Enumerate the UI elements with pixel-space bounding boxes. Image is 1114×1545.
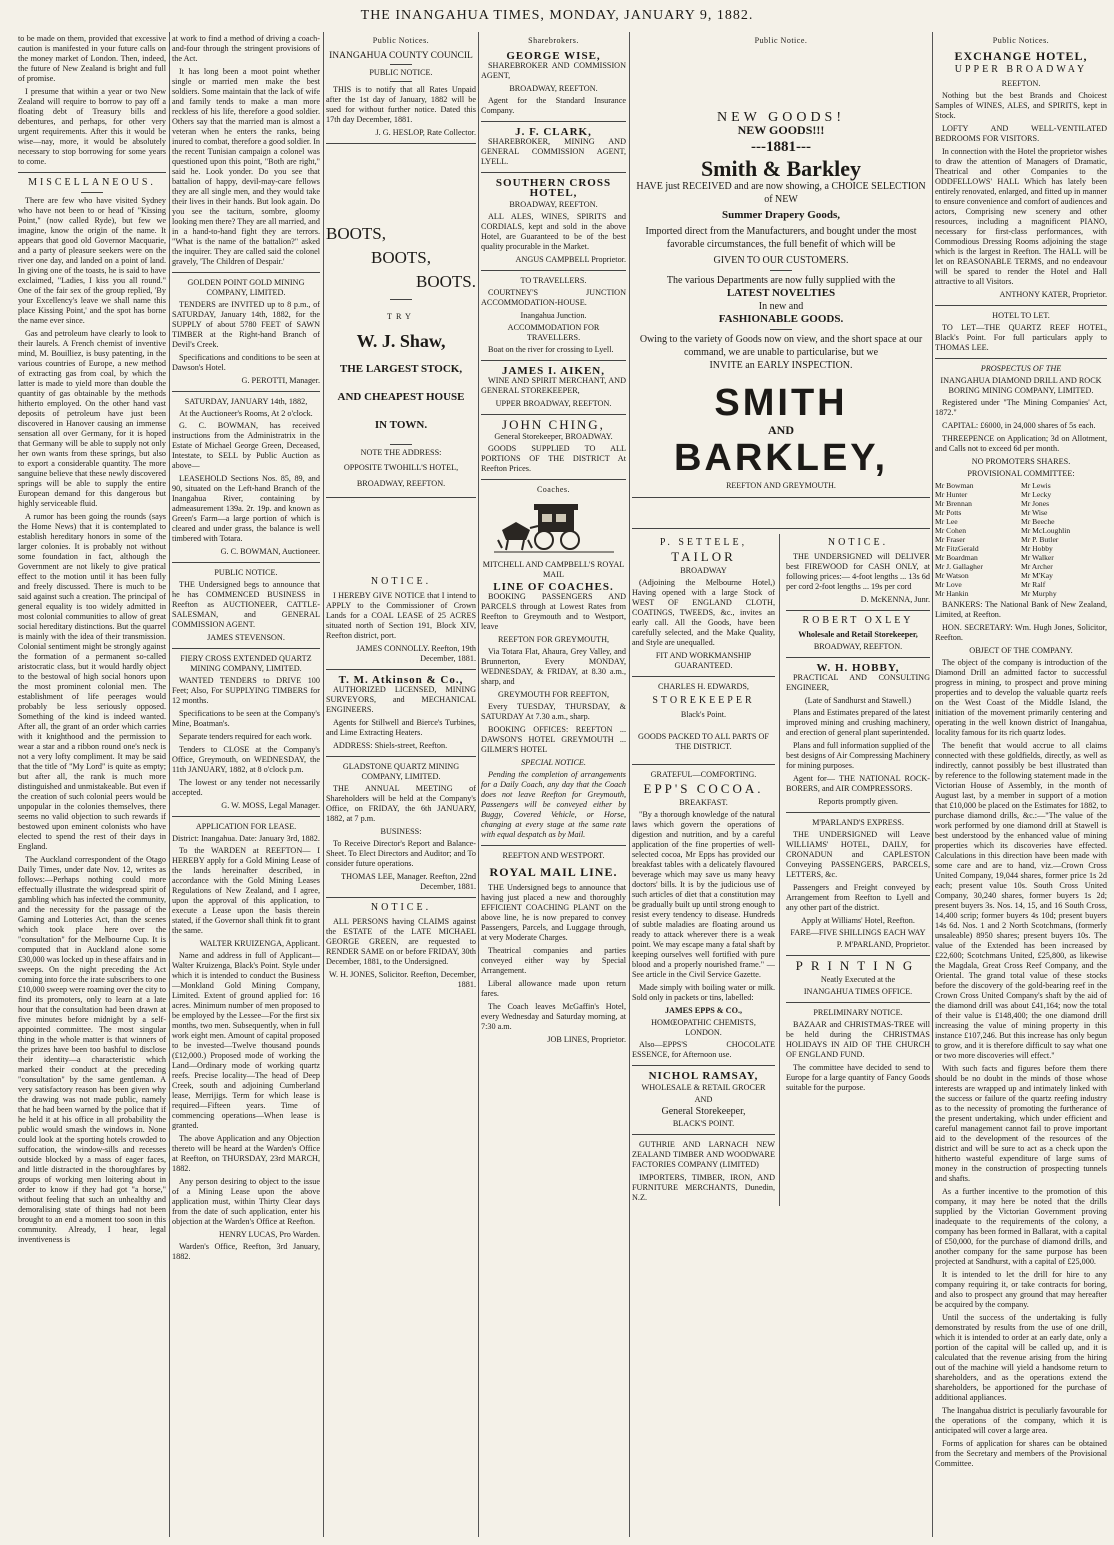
ad-text: Until the success of the undertaking is fully demonstrated by results from the use of one drill, which it is intended to order at an early date, only a portion of the capital will be called up, and it is calculated that the revenue arising from the hiring out of the machine will yield a handsome return to shareholders, and as the operations extend the shareholders, be apportioned for the purchase of additional appliances. [935,1313,1107,1402]
ad-text: HOMŒOPATHIC CHEMISTS, LONDON. [651,1018,756,1037]
ad-text: IMPORTERS, TIMBER, IRON, AND FURNITURE MERCHANTS, Dunedin, N.Z. [632,1173,775,1202]
ad-text: TO LET—THE QUARTZ REEF HOTEL, Black's Point. For full particulars apply to THOMAS LEE. [935,323,1107,352]
ad-text: Plans and full information supplied of the best designs of Air Compressing Machinery for mining purposes. [786,741,930,770]
masthead: THE INANGAHUA TIMES, MONDAY, JANUARY 9, 1882. [360,8,754,23]
ad-heading: NEW GOODS!!! [737,123,825,137]
ad-signature: G. PEROTTI, Manager. [241,376,320,385]
ad-text: Inangahua Junction. [520,311,587,320]
divider [770,270,792,271]
divider [390,64,412,65]
ad-text: Separate tenders required for each work. [179,732,312,741]
ad-heading: TO TRAVELLERS. [520,276,587,285]
committee-member: Mr Bowman [935,481,974,490]
divider [786,1002,930,1003]
column-rule [478,32,479,1537]
ad-text: REEFTON FOR GREYMOUTH, [497,635,610,644]
shaw-name: W. J. Shaw, [356,331,446,351]
divider [326,497,476,498]
ad-text: BOOKING PASSENGERS AND PARCELS through at Lowest Rates from Reefton to Greymouth and to Westport, leave [481,592,626,631]
paragraph: I presume that within a year or two New Zealand will require to borrow to pay off a floating debt of Treasury bills and debentures, and perhaps, for other very urgent requirements. After this it would be wise—nay, more, it would be absolutely necessary to stop borrowing for some years to come. [18,87,166,166]
ad-text: INVITE an EARLY INSPECTION. [709,360,853,371]
ad-text: The Coach leaves McGaffin's Hotel, every Wednesday and Saturday morning, at 7:30 a.m. [481,1002,626,1031]
column-rule [169,32,170,1537]
committee-member: Mr Hobby [1021,544,1053,553]
divider [770,329,792,330]
ad-text: GRATEFUL—COMFORTING. [650,770,757,779]
column-rule [323,32,324,1537]
section-label: Public Notice. [754,36,808,45]
committee-member: Mr Potts [935,508,962,517]
ad-heading: P. SETTELE, [659,537,748,548]
coach-illustration [494,500,614,556]
ad-heading: EPP'S COCOA. [643,781,764,796]
ad-text: SHAREBROKER, MINING AND GENERAL COMMISSION AGENT, LYELL. [481,137,626,166]
ad-signature: JOB LINES, Proprietor. [547,1035,626,1044]
ad-text: Specifications and conditions to be seen at Dawson's Hotel. [172,353,320,372]
ad-text: BUSINESS: [380,827,422,836]
ad-heading: PRELIMINARY NOTICE. [813,1008,903,1017]
ad-text: WANTED TENDERS to DRIVE 100 Feet; Also, For SUPPLYING TIMBERS for 12 months. [172,676,320,705]
ad-text: HAVE just RECEIVED and are now showing, a CHOICE SELECTION of NEW [636,181,926,205]
divider [326,897,476,898]
paragraph: There are few who have visited Sydney who have not been to or head of "Kissing Point," (now called Ryde), but few we imagine, know the origin of the name. It appears that good old Governor Macquarie, and a party of pleasure seekers were on the river one day, and landed on a point of land. In giving one of the toasts, he is said to have exclaimed, "Ladies, I kiss you all round." One of the fair sex of the group replied, 'By your Excellency's leave we shall name this place Kissing Point,' and the spot has borne the name ever since. [18,196,166,325]
ad-text: "By a thorough knowledge of the natural laws which govern the operations of digestion and nutrition, and by a careful application of the fine properties of well-selected cocoa, Mr Epps has provided our breakfast tables with a delicately flavoured beverage which may save us many heavy doctors' bills. It is by the judicious use of such articles of diet that a constitution may be gradually built up until strong enough to resist every tendency to disease. Hundreds of subtle maladies are floating around us ready to attack wherever there is a weak point. We may escape many a fatal shaft by keeping ourselves well fortified with pure blood and a properly nourished frame." — See article in the Civil Service Gazette. [632,810,775,979]
ad-text: With such facts and figures before them there should be no doubt in the minds of those whose interests are wrapped up and intimately linked with the success or failure of the quartz reefing industry as to the necessity of promoting the furtherance of the present undertaking, which under efficient and careful management cannot fail to prove important aid to the development of the resources of the district and will be sure to act as a check upon the hitherto wasteful expenditure of large sums of money in the construction of prospecting tunnels and shafts. [935,1064,1107,1183]
ad-text: Any person desiring to object to the issue of a Mining Lease upon the above application must, within Thirty Clear days from the date of such application, enter his objection at the Warden's Office at Reefton. [172,1177,320,1226]
ad-text: BROADWAY, REEFTON. [509,200,598,209]
committee-member: Mr Lewis [1021,481,1051,490]
ad-signature: ANTHONY KATER, Proprietor. [999,290,1107,299]
ad-heading: GEORGE WISE, [506,50,601,62]
ad-text: Made simply with boiling water or milk. Sold only in packets or tins, labelled: [632,983,775,1002]
ad-text: Passengers and Freight conveyed by Arrangement from Reefton to Lyell and any other part of the district. [786,883,930,912]
committee-member: Mr Boardman [935,553,978,562]
ad-text: Black's Point. [680,710,727,719]
ad-signature: G. W. MOSS, Legal Manager. [221,801,320,810]
divider [632,1065,775,1066]
column-rule [629,32,630,1537]
committee-member: Mr Wise [1021,508,1048,517]
ad-text: ALL ALES, WINES, SPIRITS and CORDIALS, kept and sold in the above Hotel, are Guaranteed to be of the best quality procurable in the Market. [481,212,626,251]
divider [786,812,930,813]
ad-text: Via Totara Flat, Ahaura, Grey Valley, and Brunnerton, Every MONDAY, WEDNESDAY, & FRIDAY, at 8.30 a.m., sharp, and [481,647,626,686]
ad-text: Agents for Stillwell and Bierce's Turbines, and Lime Extracting Heaters. [326,718,476,737]
committee-member: Mr Hunter [935,490,968,499]
divider [326,669,476,670]
divider [172,816,320,817]
ad-signature: W. H. JONES, Solicitor. Reefton, December, 1881. [329,970,476,989]
ad-text: BOOKING OFFICES: REEFTON ... DAWSON'S HOTEL GREYMOUTH ... GILMER'S HOTEL [481,725,626,754]
committee-member: Mr McLoughlin [1021,526,1071,535]
ad-heading: FIERY CROSS EXTENDED QUARTZ MINING COMPANY, LIMITED. [180,654,312,673]
ad-signature: JAMES CONNOLLY. Reefton, 19th December, 1881. [356,644,476,663]
ad-signature: HENRY LUCAS, Pro Warden. [219,1230,320,1239]
ad-text: The various Departments are now fully supplied with the [666,275,896,286]
divider [481,121,626,122]
ad-text: To Receive Director's Report and Balance-Sheet. To Elect Directors and Auditor; and To consider future operations. [326,839,476,868]
divider [632,497,930,498]
ad-text: UPPER BROADWAY [954,64,1088,75]
committee-member: Mr Brennan [935,499,972,508]
ad-subheading: SPECIAL NOTICE. [521,758,586,767]
ad-text: BROADWAY [680,566,727,575]
ad-heading: SOUTHERN CROSS HOTEL, [495,177,612,199]
ad-text: The Inangahua district is peculiarly favourable for the operations of the company, which it is anticipated will cover a large area. [935,1406,1107,1435]
ad-heading: FASHIONABLE GOODS. [718,313,844,325]
ad-text: Registered under "The Mining Companies' Act, 1872." [935,398,1107,417]
committee-member: Mr P. Butler [1021,535,1059,544]
divider [390,444,412,445]
ad-text: Boat on the river for crossing to Lyell. [488,345,614,354]
ad-text: The lowest or any tender not necessarily accepted. [172,778,320,797]
divider [481,360,626,361]
ad-text: The committee have decided to send to Europe for a large quantity of Fancy Goods suitable for the purpose. [786,1063,930,1092]
ad-text: Reports promptly given. [818,797,898,806]
committee-member: Mr Fraser [935,535,966,544]
column-notices-3 [326,34,476,1534]
ad-heading: J. F. CLARK, [515,126,592,138]
ad-text: BLACK'S POINT. [672,1119,735,1128]
ad-heading: ROBERT OXLEY [802,615,914,626]
divider [481,479,626,480]
committee-member: Mr Lee [935,517,958,526]
ad-text: PROVISIONAL COMMITTEE: [967,469,1075,478]
ad-text: As a further incentive to the promotion of this company, it may here be noted that the drills supplied by the Victorian Government proving inadequate to the requirements of the colony, a company has been formed in Ballarat, with a capital of £50,000, for the purchase of diamond drills, and another company for the same purpose has been projected at Sandhurst, with a capital of £25,000. [935,1187,1107,1266]
ad-text: WINE AND SPIRIT MERCHANT, AND GENERAL STOREKEEPER, [481,376,626,395]
paragraph: to be made on them, provided that excessive caution is manifested in your future calls on the money market of London. Then, indeed, the future of New Zealand is bright and full of promise. [18,34,166,83]
ad-text: Every TUESDAY, THURSDAY, & SATURDAY At 7.30 a.m., sharp. [481,702,626,721]
ad-text: ADDRESS: Shiels-street, Reefton. [333,741,448,750]
committee-member: Mr Jones [1021,499,1050,508]
ad-text: Liberal allowance made upon return fares. [481,979,626,998]
ad-signature: WALTER KRUIZENGA, Applicant. [199,939,320,948]
ad-text: In new and [758,301,804,312]
divider [390,299,412,300]
ad-signature: D. McKENNA, Junr. [860,595,930,604]
ad-text: COURTNEY'S JUNCTION ACCOMMODATION-HOUSE. [481,288,626,307]
ad-text: Specifications to be seen at the Company's Mine, Boatman's. [172,709,320,728]
ad-text: In connection with the Hotel the proprietor wishes to draw the attention of Managers of Dramatic, Theatrical and other Companies to the ODDFELLOWS' HALL Which has lately been entirely renovated, enlarged, and fitted up in manner to ensure convenience and comfort of audiences and actors, Comprising new scenery and other resources, including a magnificent PIANO, necessary for first-class performances, with Commodious Dressing Rooms adjoining the stage which is the largest in Reefton. The HALL will be let on REASONABLE TERMS, and no endeavour will be spared to render the Hotel and Hall attractive to all Visitors. [935,147,1107,286]
section-label: Public Notices. [372,36,430,45]
paragraph: at work to find a method of driving a coach-and-four through the stringent provisions of the Act. [172,34,320,63]
ad-text: TENDERS are INVITED up to 8 p.m., of SATURDAY, January 14th, 1882, for the SUPPLY of about 5780 FEET of SAWN TIMBER at the Right-hand Branch of Devil's Creek. [172,300,320,349]
ad-text: The object of the company is introduction of the Diamond Drill an admitted factor to successful progress in mining, to prospect and prove mining properties and to develop the valuable quartz reefs on the West Coast of the Middle Island, the initiation of the movement primarily centering and operating in the well known district of Inangahua, locality famous for its rich quartz lodes. [935,658,1107,737]
divider [632,676,775,677]
ad-subheading: OBJECT OF THE COMPANY. [969,646,1073,655]
ad-text: Pending the completion of arrangements for a Daily Coach, any day that the Coach does not leave Reefton for Greymouth, Passengers will be conveyed either by Buggy, Covered Vehicle, or Horse, changing at every stage at the same rate with equal despatch as by Mail. [481,770,626,839]
ad-text: SHAREBROKER AND COMMISSION AGENT, [481,61,626,80]
ad-text: CAPITAL: £6000, in 24,000 shares of 5s each. [942,421,1096,430]
ad-heading: ROYAL MAIL LINE. [489,865,618,879]
ad-heading: Summer Drapery Goods, [721,209,841,221]
ad-text: Name and address in full of Applicant—Walter Kruizenga, Black's Point. Style under which it is intended to conduct the Business—Monkland Gold Mining Company, Limited. Extent of ground applied for: 16 acres. Minimum number of men proposed to be employed by the Lessee—For the first six months, two men. Subsequently, when in full work eight men. Amount of capital proposed to be invested—Twelve thousand pounds (£12,000.) Proposed mode of working the Land—Ordinary mode of working quartz reefs. Precise locality—The head of Deep Creek, south and adjoining Cumberland lease, Merrijigs. Term for which lease is required—Fifteen years. Time of commencing operations—When lease is granted. [172,951,320,1130]
spacer [632,503,930,523]
ad-text: District: Inangahua. Date: January 3rd, 1882. [172,834,320,843]
ad-text: STOREKEEPER [652,695,755,706]
ad-signature: THOMAS LEE, Manager. Reefton, 22nd December, 1881. [341,872,476,891]
ad-text: REEFTON. [1001,79,1041,88]
ad-text: Warden's Office, Reefton, 3rd January, 1882. [172,1242,320,1261]
divider [172,391,320,392]
divider [326,756,476,757]
ad-heading: PUBLIC NOTICE. [214,568,278,577]
ad-text: (Adjoining the Melbourne Hotel,) Having opened with a large Stock of WEST OF ENGLAND CLOTH, COATINGS, TWEEDS, &c., invites an early call. All the Goods, have been carefully selected, and the Make Quality, and Style are unequalled. [632,578,775,647]
smith-heading: SMITH [714,382,848,424]
ad-text: Tenders to CLOSE at the Company's Office, Greymouth, on WEDNESDAY, the 11th JANUARY, 1882, at 8 o'clock p.m. [172,745,320,774]
ad-heading: PRINTING [795,958,921,973]
column-news-1 [18,34,166,1534]
ad-heading: ---1881--- [751,139,811,155]
ad-text: PRACTICAL AND CONSULTING ENGINEER, [786,673,930,692]
ad-text: OPPOSITE TWOHILL'S HOTEL, BROADWAY, REEFTON. [343,463,459,488]
ad-heading: INANGAHUA COUNTY COUNCIL [329,51,473,61]
ad-text: Agent for— THE NATIONAL ROCK-BORERS, and AIR COMPRESSORS. [786,774,930,793]
ad-heading: NOTICE. [827,537,889,548]
ad-heading: MITCHELL AND CAMPBELL'S ROYAL MAIL [482,560,625,579]
ad-text: LOFTY AND WELL-VENTILATED BEDROOMS FOR VISITORS. [935,124,1107,143]
ad-heading: INANGAHUA DIAMOND DRILL AND ROCK BORING MINING COMPANY, LIMITED. [940,376,1102,395]
ad-text: (Late of Sandhurst and Stawell.) [804,696,912,705]
ad-subcolumn-right [786,534,930,1206]
ad-text: BAZAAR and CHRISTMAS-TREE will be held during the CHRISTMAS HOLIDAYS IN AID OF THE CHURCH OF ENGLAND FUND. [786,1020,930,1059]
committee-member: Mr Ralf [1021,580,1046,589]
ad-subheading: BREAKFAST. [679,798,728,807]
ad-text: BROADWAY, REEFTON. [813,642,903,651]
committee-member: Mr Beeche [1021,517,1055,526]
divider [935,358,1107,359]
ad-text: To the WARDEN at REEFTON— I HEREBY apply for a Gold Mining Lease of the lands hereinafter described, in accordance with the Gold Mining Leases Regulations of New Zealand, and I agree, upon the approval of this application, to execute a Lease upon the basis therein stated, if the Governor shall think fit to grant the same. [172,846,320,935]
ad-text: G. C. BOWMAN, has received instructions from the Administratrix in the Estate of Michael George Green, Deceased, Intestate, to SELL by Public Auction as above— [172,421,320,470]
ad-subcolumn-left [632,534,780,1206]
divider [632,1134,775,1135]
ad-heading: W. H. HOBBY, [816,662,900,674]
committee-member: Mr M'Kay [1021,571,1053,580]
ad-heading: GOLDEN POINT GOLD MINING COMPANY, LIMITED. [187,278,305,297]
committee-member: Mr J. Gallagher [935,562,983,571]
divider [481,172,626,173]
boots-heading: BOOTS, [371,248,431,267]
ad-text: BROADWAY, REEFTON. [509,84,598,93]
ad-text: TRY [387,312,415,321]
ad-subheading: PUBLIC NOTICE. [369,68,433,77]
divider [481,414,626,415]
ad-text: REEFTON AND GREYMOUTH. [726,481,836,490]
ad-text: GOODS SUPPLIED TO ALL PORTIONS OF THE DISTRICT At Reefton Prices. [481,444,626,473]
ad-text: WHOLESALE & RETAIL GROCER [641,1083,766,1092]
divider [326,143,476,144]
ad-text: NO PROMOTERS SHARES. [971,457,1071,466]
ad-heading: NEW GOODS! [716,110,845,125]
ad-signature: P. M'PARLAND, Proprietor. [836,940,930,949]
ad-text: General Storekeeper, [661,1106,746,1117]
ad-text: FIT AND WORKMANSHIP GUARANTEED. [655,651,752,670]
committee-member: Mr Walker [1021,553,1054,562]
ad-heading: IN TOWN. [374,419,428,431]
ad-heading: JAMES I. AIKEN, [501,365,606,377]
column-public-notice-5 [632,34,930,1534]
ad-text: THREEPENCE on Application; 3d on Allotment, and Calls not to exceed 6d per month. [935,434,1107,453]
ad-heading: T. M. Atkinson & Co., [338,674,464,686]
ad-text: Theatrical companies and parties conveyed either way by Special Arrangement. [481,946,626,975]
committee-member: Mr Archer [1021,562,1053,571]
committee-member: Mr Murphy [1021,589,1057,598]
smith-barkley-heading: Smith & Barkley [700,156,862,181]
committee-member: Mr Cohen [935,526,967,535]
ad-text: It is intended to let the drill for hire to any company requiring it, or take contracts for boring, and also to prospect any ground that may hereafter be acquired by the company. [935,1270,1107,1309]
divider [632,528,930,529]
ad-heading: HOTEL TO LET. [992,311,1050,320]
divider [786,657,930,658]
committee-member: Mr Watson [935,571,969,580]
spacer [632,51,930,111]
ad-text: Apply at Williams' Hotel, Reefton. [801,916,915,925]
ad-text: Owing to the variety of Goods now on view, and the short space at our command, we are unable to particularise, but we [639,334,923,358]
ad-heading: THE LARGEST STOCK, [339,363,463,375]
ad-text: NOTE THE ADDRESS: [360,448,442,457]
ad-text: GUTHRIE AND LARNACH NEW ZEALAND TIMBER AND WOODWARE FACTORIES COMPANY (LIMITED) [632,1140,775,1169]
divider [18,172,166,173]
ad-heading: PROSPECTUS OF THE [980,364,1062,373]
ad-text: UPPER BROADWAY, REEFTON. [495,399,612,408]
ad-heading: LATEST NOVELTIES [726,287,836,299]
section-label: Sharebrokers. [528,36,579,45]
ad-text: FARE—FIVE SHILLINGS EACH WAY [790,928,926,937]
ad-text: Also—EPPS'S CHOCOLATE ESSENCE, for Afternoon use. [632,1040,775,1059]
ad-text: GREYMOUTH FOR REEFTON, [497,690,610,699]
ad-text: I HEREBY GIVE NOTICE that I intend to APPLY to the Commissioner of Crown Lands for a COAL LEASE of 25 ACRES situated north of Section 191, Block XIV, Reefton district, port. [326,591,476,640]
spacer [326,503,476,573]
divider [172,562,320,563]
ad-text: Plans and Estimates prepared of the latest improved mining and crushing machinery, and erection of general plant superintended. [786,708,930,737]
ad-heading: JOHN CHING, [502,417,605,432]
ad-text: Imported direct from the Manufacturers, and bought under the most favorable circumstances, the full benefit of which will be [645,226,917,250]
ad-heading: NOTICE. [370,902,432,913]
ad-text: BANKERS: The National Bank of New Zealand, Limited, at Reefton. [935,600,1107,619]
ad-text: ALL PERSONS having CLAIMS against the ESTATE of the LATE MICHAEL GEORGE GREEN, are requested to RENDER SAME on or before FRIDAY, 30th December, 1881, to the Undersigned. [326,917,476,966]
ad-heading: TAILOR [671,549,736,564]
ad-text: THE ANNUAL MEETING of Shareholders will be held at the Company's Office, on FRIDAY, the 6th JANUARY, 1882, at 7 p.m. [326,784,476,823]
ad-text: GOODS PACKED TO ALL PARTS OF THE DISTRICT. [638,732,769,751]
divider [786,955,930,956]
ad-text: ACCOMMODATION FOR TRAVELLERS. [507,323,600,342]
divider [935,305,1107,306]
divider [481,270,626,271]
ad-text: The benefit that would accrue to all claims connected with these goldfields, directly, as well as indirectly, cannot possibly be best illustrated than by reference to the following statement made in the Victorian House of Assembly, in the month of August last, by a member in support of a motion that £10,000 be placed on the Estimates for 1882, to purchase diamond drills, &c.:—"The value of the work performed by one diamond drill at Stawell is best understood by the enhanced value of mining properties which its discoveries have effected. Calculations in this direction have been made with some care and are to hand, viz.—Crown Cross United Company, 19,044 shares, former price 1s 2d each; present value 10s. South Cross United Company, 30,240 shares, former buyers 1s 2d; present buyers 3s. Nos. 14, 15, and 16 South Cross, 14,400 scrip; former buyers 4s 10d; present buyers 14s 6d. Nos. 1 and 2 North Scotchmans, (formerly unsaleable) 8950 shares; present buyers 10s. The value of the Extended has been increased by £22,600; Scotchmans United, £25,800, as likewise the Magdala, Great Cross Reef Company, and the Oriental. The grand total value of these stocks before the discovery of the gold-bearing reef in the Crown Cross United Company's shaft by the aid of the diamond drill was about £41,164; now the total of their value is £148,400; the one diamond drill increasing the value of mining property in this instance £107,246. But this increase has only begun to grow, and it is therefore difficult to say what one or two more discoveries will effect." [935,741,1107,1060]
paragraph: Gas and petroleum have clearly to look to their laurels. A French chemist of inventive mind, M. Bouilliez, is busy patenting, in the various countries of Europe, a new method of extracting gas from coal, by which the latter is made to yield more than double the quantity of gas obtainable by the methods hitherto employed. On the other hand vast deposits of petroleum have just been discovered in Hanover causing an immense sensation all over Germany, for it is hoped that Germany will be able to supply not only her own wants from these springs, but also to export a considerable quantity. The more sanguine believe that these newly discovered springs will be able to supply the entire European demand for this dangerous but highly serviceable fluid. [18,329,166,508]
ad-heading: NOTICE. [370,576,432,587]
column-notices-6 [935,34,1107,1534]
ad-text: THIS is to notify that all Rates Unpaid after the 1st day of January, 1882 will be sued for without further notice. Dated this 17th day December, 1881. [326,85,476,124]
divider [786,610,930,611]
ad-heading: LINE OF COACHES. [493,581,614,593]
ad-heading: NICHOL RAMSAY, [648,1070,759,1082]
ad-heading: EXCHANGE HOTEL, [954,49,1088,63]
ad-signature: J. G. HESLOP, Rate Collector. [375,128,476,137]
ad-text: INANGAHUA TIMES OFFICE. [803,987,913,996]
committee-member: Mr Lecky [1021,490,1052,499]
ad-heading: M'PARLAND'S EXPRESS. [812,818,904,827]
section-label: Coaches. [536,485,571,494]
paragraph: A rumor has been going the rounds (says the Home News) that it is contemplated to establish hereditary honors in some of the larger colonies. It is probably not without some foundation in fact, although the Government are not likely to give pratical effect to the motion until it has been fully and freely discussed. There is much to be said against such a creation. The principal of general equality is too widely admitted in most colonial communities to allow of great social hereditary distinctions. But the quarrel is mainly with the idea of their transmission. Colonial sentiment might be strongly against the formation of a permanent so-called aristocratic class, but it would hardly object to the bestowal of high social honors upon the most prominent colonial men. The establishment of life peerages would probably be less seriously opposed. Something of the kind is indeed wanted. After all, the grant of an order which carries with it knighthood and the permission to wear a star and a ribbon round one's neck is not a very lofty compliment. It may be said that the title of "My Lord" is quite as empty; but after all, the rank is much more distinguished and unmistakeable. But even if the creation of such colonial peers would be unpopular in the colonies themselves, there seems no valid objection to such rewards if bestowed upon eminent colonists who have elected to spend the rest of their days in England. [18,512,166,851]
ad-text: Nothing but the best Brands and Choicest Samples of WINES, ALES, and SPIRITS, kept in Stock. [935,91,1107,120]
barkley-heading: BARKLEY, [673,437,889,479]
spacer [326,149,476,229]
ad-signature: G. C. BOWMAN, Auctioneer. [220,547,320,556]
section-heading: MISCELLANEOUS. [28,177,156,188]
divider [81,192,103,193]
column-news-2 [172,34,320,1534]
ad-text: THE UNDERSIGNED will DELIVER best FIREWOOD for CASH ONLY, at following prices:— 4-foot lengths ... 13s 6d per cord 2-foot lengths ... 19s per cord [786,552,930,591]
ad-text: JAMES EPPS & CO., [664,1006,743,1015]
ad-text: AND [694,1095,713,1104]
ad-text: HON. SECRETARY: Wm. Hugh Jones, Solicitor, Reefton. [935,623,1107,642]
divider [481,845,626,846]
divider [632,764,775,765]
ad-text: AND [768,423,794,437]
committee-member: Mr FitzGerald [935,544,979,553]
ad-heading: REEFTON AND WESTPORT. [502,851,605,860]
ad-text: At the Auctioneer's Rooms, At 2 o'clock. [179,409,313,418]
ad-text: Neatly Executed at the [820,975,896,984]
ad-heading: AND CHEAPEST HOUSE [337,391,465,403]
ad-signature: ANGUS CAMPBELL Proprietor. [515,255,626,264]
committee-member: Mr Love [935,580,962,589]
ad-text: THE UNDERSIGNED will Leave WILLIAMS' HOTEL, DAILY, for CRONADUN and CAPLESTON Conveying PASSENGERS, PARCELS, LETTERS, &c. [786,830,930,879]
divider [172,648,320,649]
ad-text: THE Undersigned begs to announce that he has COMMENCED BUSINESS in Reefton as AUCTIONEER, CATTLE-SALESMAN, and GENERAL COMMISSION AGENT. [172,580,320,629]
ad-text: GIVEN TO OUR CUSTOMERS. [713,255,849,266]
ad-heading: SATURDAY, JANUARY 14th, 1882, [184,397,308,406]
ad-text: AUTHORIZED LICENSED, MINING SURVEYORS, and MECHANICAL ENGINEERS. [326,685,476,714]
ad-heading: CHARLES H. EDWARDS, [658,682,749,691]
committee-member: Mr Hankin [935,589,969,598]
ad-text: Forms of application for shares can be obtained from the Secretary and members of the Provisional Committee. [935,1439,1107,1468]
ad-text: Wholesale and Retail Storekeeper, [798,630,918,639]
ad-heading: GLADSTONE QUARTZ MINING COMPANY, LIMITED. [342,762,460,781]
paragraph: It has long been a moot point whether single or married men make the best soldiers. Some maintain that the lack of wife and family tends to make a man more reckless of his life, therefore a good soldier. Others say that the married man is almost a veteran when he enters the ranks, being inured to combat, therefore a good soldier. In the recent Tunisian campaign a colonel was questioned upon this point, "Both are right," said he. Look yonder. Do you see that battalion of happy, devil-may-care fellows they are all single men, and they would take their lives in their hands. But look again. Do you see the taciturn, sombre, gloomy looking men there? They are all married, and in a hand-to-hand fight they are terrors. "What is the name of the battalion?" asked the inquirer. They are called said the colonel gravely, 'The Children of Despair.' [172,67,320,266]
divider [172,272,320,273]
ad-text: LEASEHOLD Sections Nos. 85, 89, and 90, situated on the Left-hand Branch of the Inangahua River, containing by admeasurement 139a. 2r. 19p. and known as Green's Farm—a large portion of which is cleared and under grass, the balance is well timbered with Totara. [172,474,320,543]
column-sharebrokers-4 [481,34,626,1534]
paragraph: The Auckland correspondent of the Otago Daily Times, under date Nov. 12, writes as follows:—Perhaps nothing could more effectually illustrate the widespread spirit of gambling which has infected the community, and the necessity for the passage of the Gaming and Lotteries Act, than the scenes which took place here over the "consultation" for the Melbourne Cup. It is computed that in Auckland alone some £30,000 was locked up in these affairs and in sweeps. On the night preceding the Act coming into force the irate subscribers to one £10,000 sweep were roaming over the city to find its promoters, only to learn at a late hour that the consultation had been drawn at five minutes before midnight by a self-appointed committee. The most singular thing in the whole matter is that winners of the prizes have been too bashful to disclose their identity—a characteristic which marked their conduct at the preceding "consultation" by the same gentleman. A very satisfactory reason has been given why the drawing was not made public, namely that he had been warned by the police that if he held it at his office in all probability the public would smash the windows in. None could look at the sporting hotels crowded to suffocation, the window-sills and recesses outside blocked by a mass of eager faces, and little distracted in the thoroughfares by groups of working men loitering about in order to know if they had got "a horse," without feeling that such an unhealthy and demoralising state of things had not been brought to an end a moment too soon in this community. Already, I hear, legal inventiveness is [18,855,166,1244]
divider [390,81,412,82]
ad-heading: APPLICATION FOR LEASE. [195,822,297,831]
column-rule [932,32,933,1537]
boots-heading: BOOTS. [416,272,476,291]
ad-text: THE Undersigned begs to announce that having just placed a new and thoroughly EFFICIENT COACHING PLANT on the above line, he is now prepared to convey Passengers, Parcels, and Luggage through, at very Moderate Charges. [481,883,626,942]
ad-text: The above Application and any Objection thereto will be heard at the Warden's Office at Reefton, on THURSDAY, 23rd MARCH, 1882. [172,1134,320,1173]
ad-text: Agent for the Standard Insurance Company. [481,96,626,115]
ad-signature: JAMES STEVENSON. [207,633,285,642]
committee-list [935,481,1107,598]
section-label: Public Notices. [992,36,1050,45]
boots-heading: BOOTS, [326,224,386,243]
ad-text: General Storekeeper, BROADWAY. [494,432,613,441]
